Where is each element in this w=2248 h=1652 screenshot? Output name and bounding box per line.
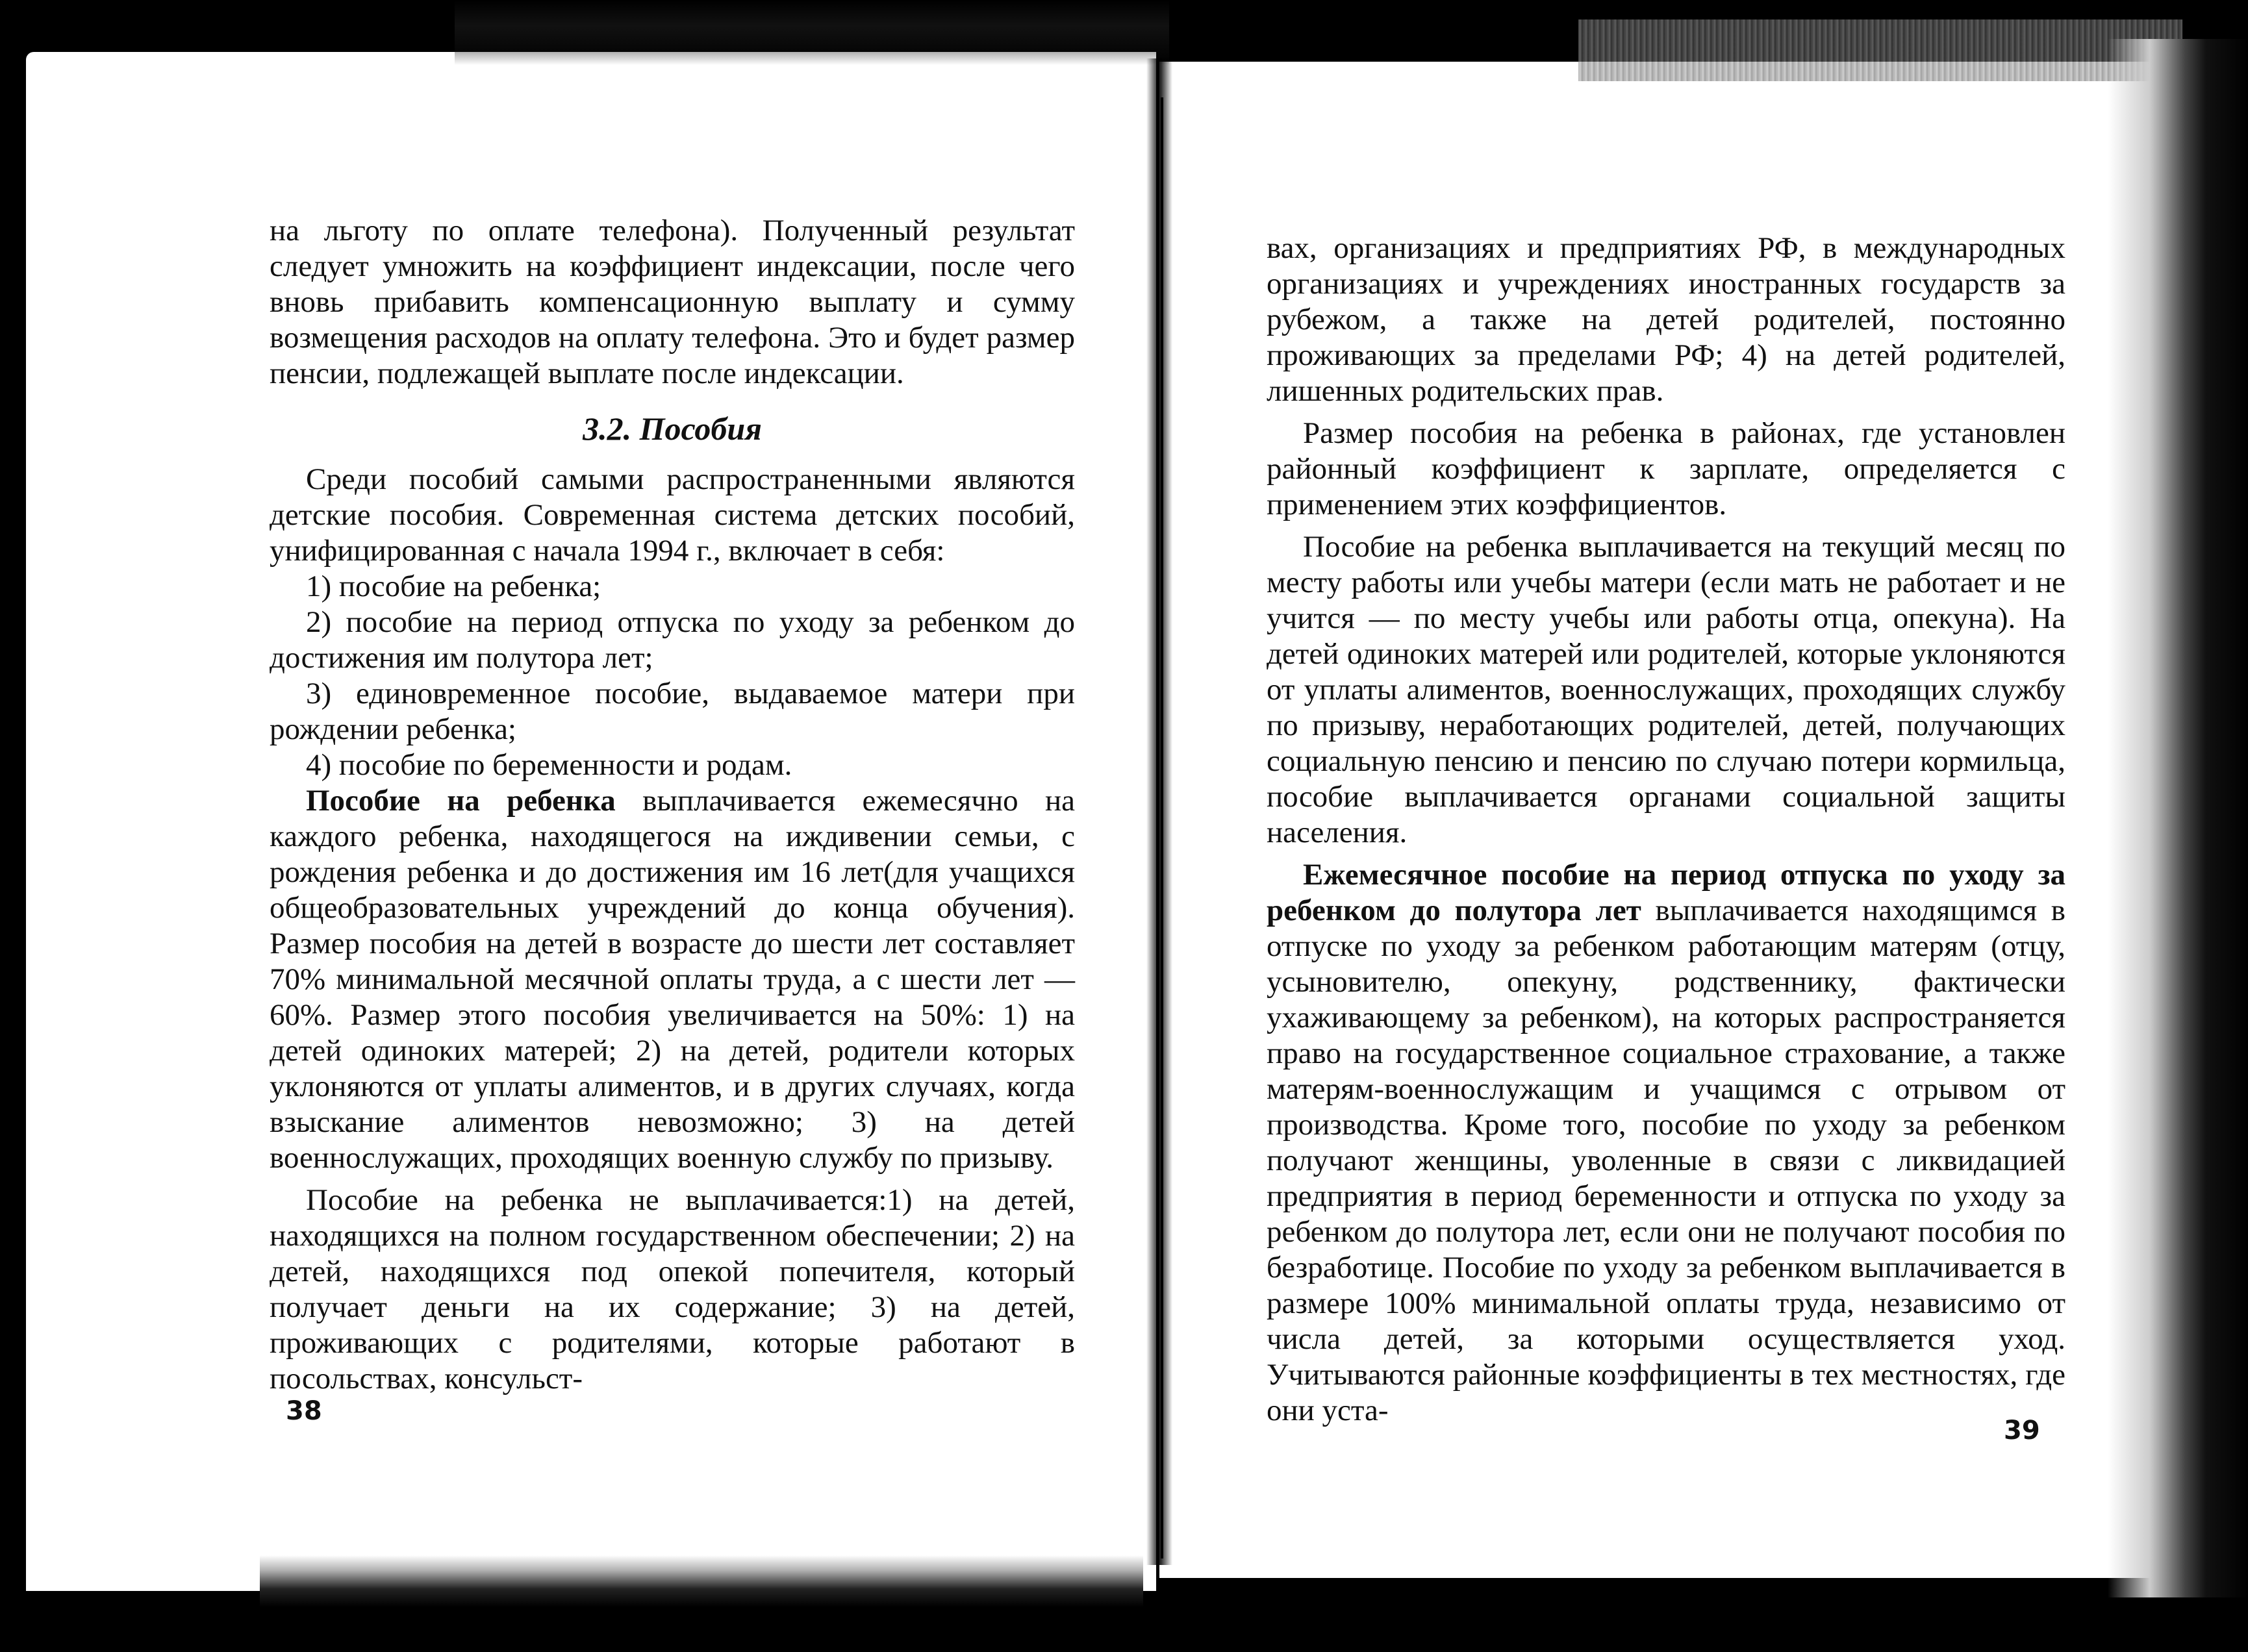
left-paragraph-3-term: Пособие на ребенка [306, 784, 616, 818]
page-number-left: 38 [286, 1396, 322, 1426]
right-paragraph-4-term: Ежемесячное пособие на период отпуска по уходу за ребенком до полутора лет [1267, 858, 2065, 927]
list-item-2: 2) пособие на период отпуска по уходу за ребенком до достижения им полутора лет; [270, 605, 1075, 675]
left-paragraph-4: Пособие на ребенка не выплачивается:1) на детей, находящихся на полном государственном обеспечении; 2) на детей, находящихся под опекой попечителя, который получает деньги на их содержание; 3) на детей, проживающих с родителями, которые работают в посольствах, консульст- [270, 1183, 1075, 1395]
list-item-1: 1) пособие на ребенка; [306, 569, 601, 603]
right-paragraph-4-body: выплачивается находящимся в отпуске по уходу за ребенком работающим матерям (отцу, усыновителю, опекуну, родственнику, фактически ухаживающему за ребенком), на которых распространяется право на государственное социальное страхование, а также матерям-военнослужащим и учащимся с отрывом от производства. Кроме того, пособие по уходу за ребенком получают женщины, уволенные в связи с ликвидацией предприятия в период беременности и отпуска по уходу за ребенком до полутора лет, если они не получают пособия по безработице. Пособие по уходу за ребенком выплачивается в размере 100% минимальной оплаты труда, независимо от числа детей, за которыми осуществляется уход. Учитываются районные коэффициенты в тех местностях, где они уста- [1267, 894, 2065, 1427]
right-paragraph-1: вах, организациях и предприятиях РФ, в международных организациях и учреждениях иностранных государств за рубежом, а также на детей родителей, постоянно проживающих за пределами РФ; 4) на детей родителей, лишенных родительских прав. [1267, 231, 2065, 408]
left-paragraph-3 [270, 783, 1075, 1176]
section-heading: 3.2. Пособия [583, 410, 762, 447]
left-paragraph-3-body: выплачивается ежемесячно на каждого ребенка, находящегося на иждивении семьи, с рождения ребенка и до достижения им 16 лет(для учащихся общеобразовательных учреждений до конца обучения). Размер пособия на детей в возрасте до шести лет составляет 70% минимальной месячной оплаты труда, а с шести лет — 60%. Размер этого пособия увеличивается на 50%: 1) на детей одиноких матерей; 2) на детей, родители которых уклоняются от уплаты алиментов, и в других случаях, когда взыскание алиментов невозможно; 3) на детей военнослужащих, проходящих военную службу по призыву. [270, 784, 1075, 1175]
left-page-text [270, 213, 1075, 1397]
right-paragraph-4 [1267, 857, 2065, 1429]
right-paragraph-2: Размер пособия на ребенка в районах, где установлен районный коэффициент к зарплате, определяется с применением этих коэффициентов. [1267, 416, 2065, 521]
right-page-text [1267, 231, 2065, 1429]
list-item-4: 4) пособие по беременности и родам. [306, 748, 792, 782]
left-paragraph-1: на льготу по оплате телефона). Полученный результат следует умножить на коэффициент индексации, после чего вновь прибавить компенсационную выплату и сумму возмещения расходов на оплату телефона. Это и будет размер пенсии, подлежащей выплате после индексации. [270, 214, 1075, 390]
left-paragraph-2: Среди пособий самыми распространенными являются детские пособия. Современная система детских пособий, унифицированная с начала 1994 г., включает в себя: [270, 462, 1075, 568]
book-gutter-line [1161, 97, 1163, 1558]
page-number-right: 39 [2004, 1416, 2040, 1446]
right-paragraph-3: Пособие на ребенка выплачивается на текущий месяц по месту работы или учебы матери (если мать не работает и не учится — по месту учебы или работы отца, опекуна). На детей одиноких матерей или родителей, которые уклоняются от уплаты алиментов, военнослужащих, проходящих службу по призыву, неработающих родителей, детей, получающих социальную пенсию и пенсию по случаю потери кормильца, пособие выплачивается органами социальной защиты населения. [1267, 530, 2065, 849]
list-item-3: 3) единовременное пособие, выдаваемое матери при рождении ребенка; [270, 677, 1075, 746]
book-gutter [1146, 58, 1172, 1565]
